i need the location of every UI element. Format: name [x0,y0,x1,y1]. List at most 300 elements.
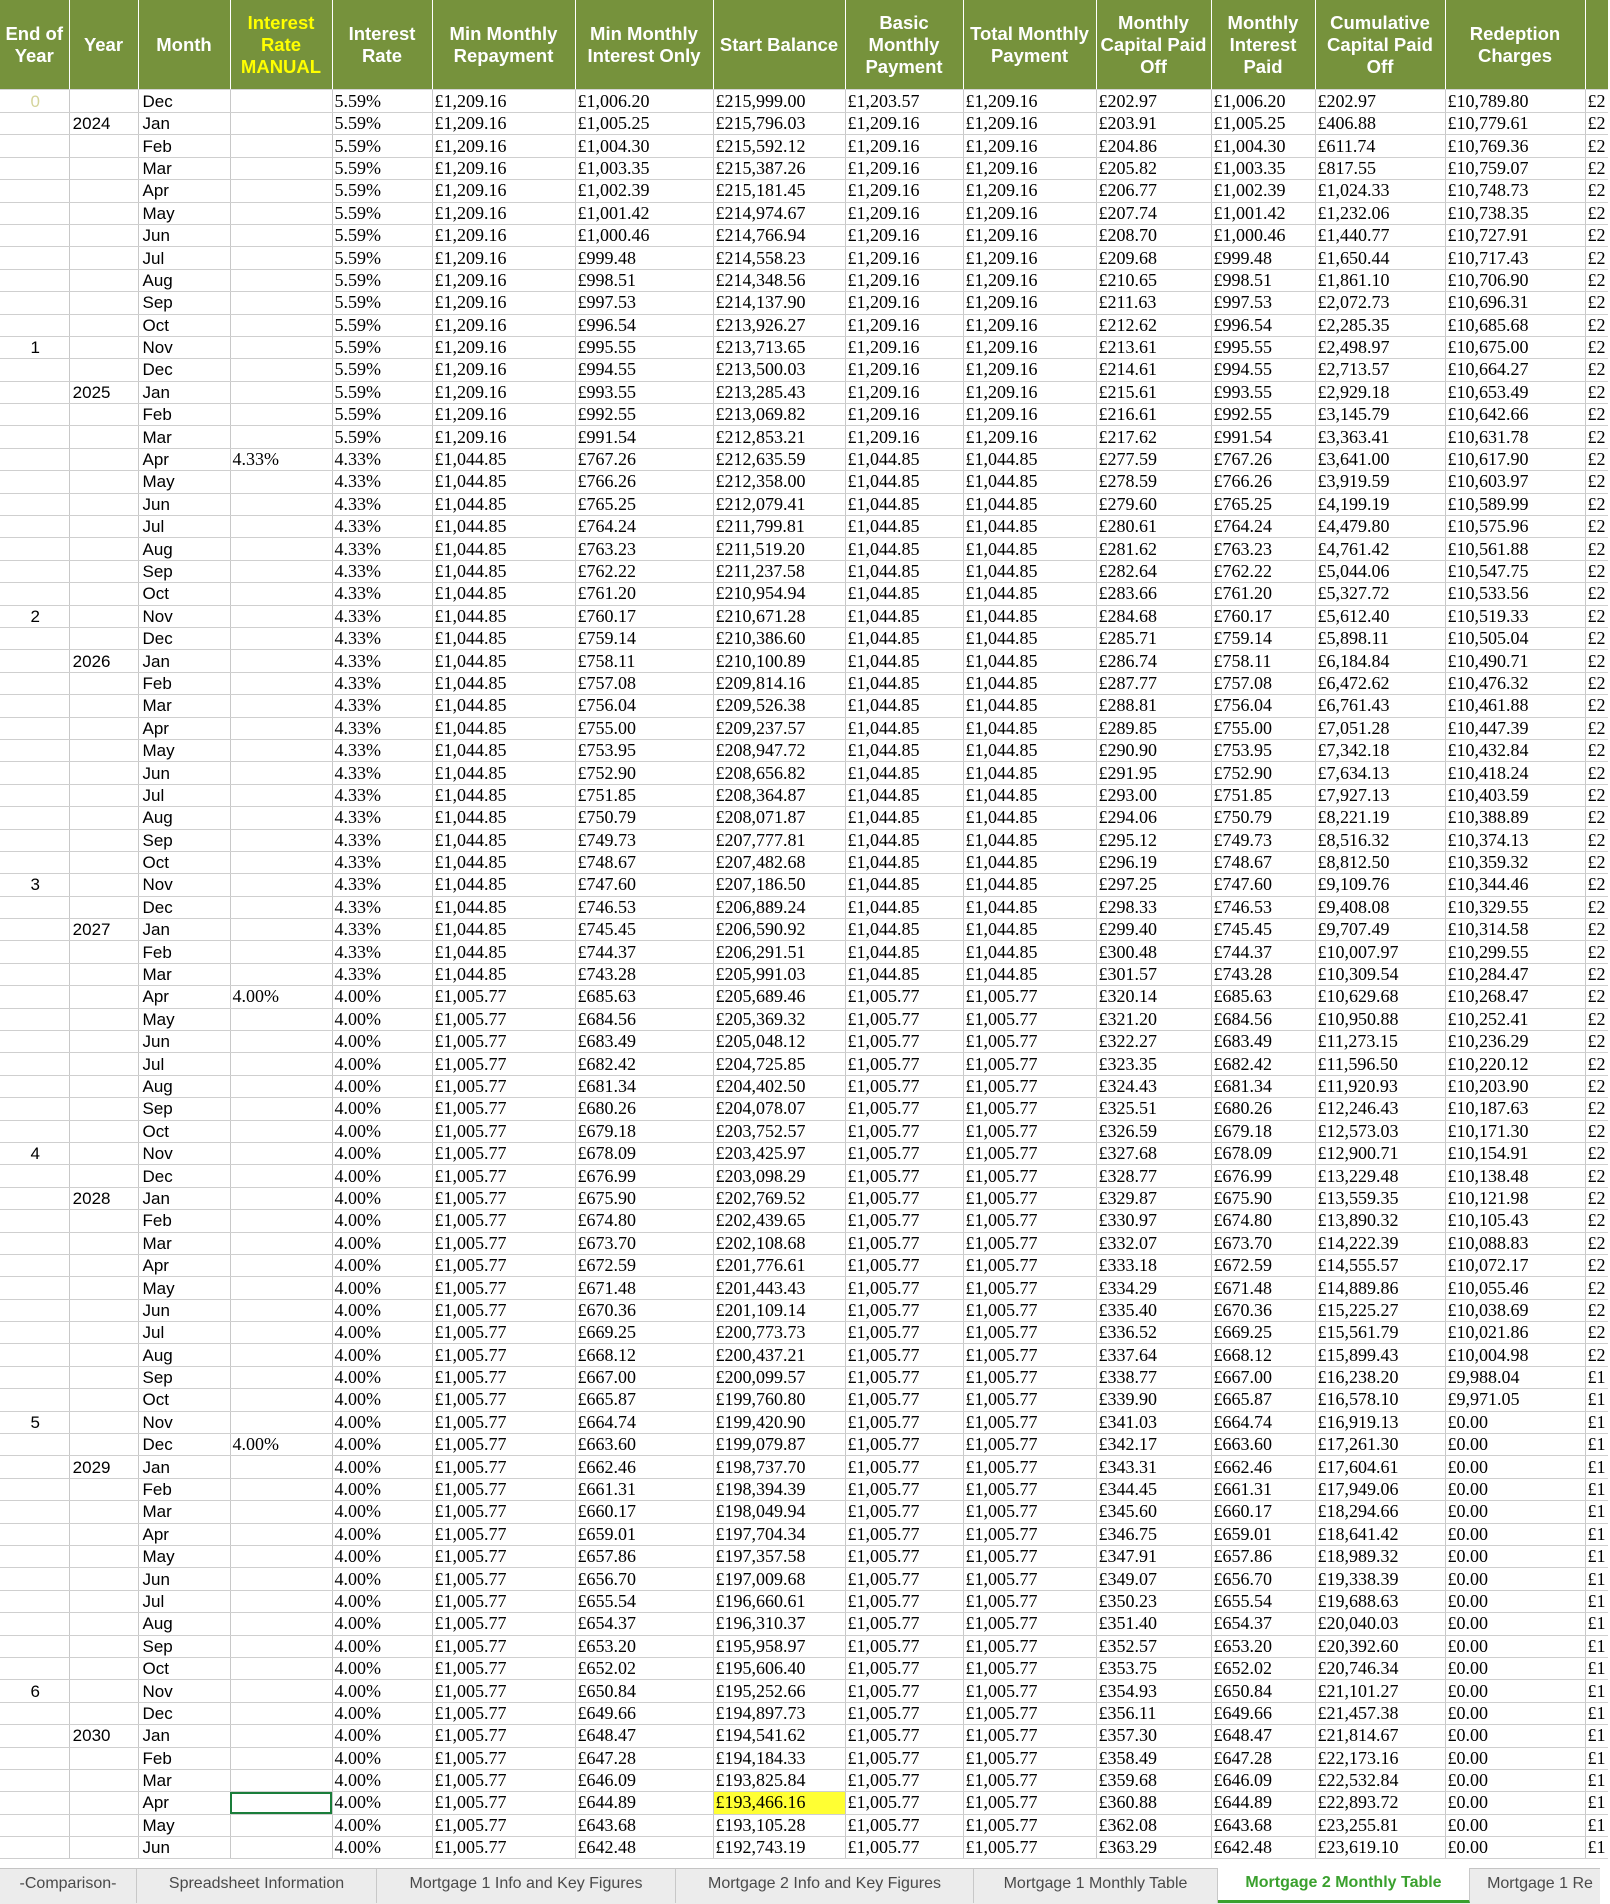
cell-truncated[interactable]: £2 [1585,113,1608,135]
cell-interest-rate[interactable]: 4.00% [332,1031,432,1053]
cell-cumulative-capital-paid-off[interactable]: £1,232.06 [1315,202,1445,224]
cell-interest-rate[interactable]: 4.00% [332,1411,432,1433]
cell-cumulative-capital-paid-off[interactable]: £9,408.08 [1315,896,1445,918]
cell-interest-rate-manual[interactable] [230,1165,332,1187]
cell-total-monthly-payment[interactable]: £1,044.85 [963,538,1096,560]
cell-redemption-charges[interactable]: £10,759.07 [1445,157,1585,179]
cell-total-monthly-payment[interactable]: £1,044.85 [963,963,1096,985]
cell-year[interactable]: 2028 [69,1187,138,1209]
cell-min-monthly-interest-only[interactable]: £996.54 [575,314,713,336]
cell-month[interactable]: Mar [138,695,230,717]
cell-min-monthly-repayment[interactable]: £1,005.77 [432,1546,575,1568]
cell-monthly-interest-paid[interactable]: £657.86 [1211,1546,1315,1568]
cell-basic-monthly-payment[interactable]: £1,005.77 [845,1814,963,1836]
cell-cumulative-capital-paid-off[interactable]: £18,989.32 [1315,1546,1445,1568]
cell-truncated[interactable]: £2 [1585,1120,1608,1142]
cell-end-of-year[interactable] [0,1389,69,1411]
cell-min-monthly-repayment[interactable]: £1,044.85 [432,516,575,538]
cell-redemption-charges[interactable]: £0.00 [1445,1725,1585,1747]
cell-month[interactable]: Jan [138,113,230,135]
cell-end-of-year[interactable] [0,1053,69,1075]
cell-monthly-interest-paid[interactable]: £671.48 [1211,1277,1315,1299]
cell-redemption-charges[interactable]: £10,236.29 [1445,1031,1585,1053]
cell-min-monthly-interest-only[interactable]: £655.54 [575,1590,713,1612]
cell-cumulative-capital-paid-off[interactable]: £10,629.68 [1315,986,1445,1008]
cell-monthly-capital-paid-off[interactable]: £294.06 [1096,807,1211,829]
cell-min-monthly-interest-only[interactable]: £748.67 [575,851,713,873]
cell-interest-rate[interactable]: 4.33% [332,493,432,515]
cell-interest-rate[interactable]: 4.00% [332,1792,432,1814]
cell-min-monthly-repayment[interactable]: £1,005.77 [432,1053,575,1075]
cell-truncated[interactable]: £2 [1585,180,1608,202]
cell-total-monthly-payment[interactable]: £1,044.85 [963,919,1096,941]
cell-interest-rate-manual[interactable] [230,605,332,627]
cell-min-monthly-repayment[interactable]: £1,209.16 [432,135,575,157]
cell-cumulative-capital-paid-off[interactable]: £17,604.61 [1315,1456,1445,1478]
cell-truncated[interactable]: £2 [1585,404,1608,426]
cell-truncated[interactable]: £1 [1585,1478,1608,1500]
cell-end-of-year[interactable] [0,135,69,157]
cell-basic-monthly-payment[interactable]: £1,044.85 [845,493,963,515]
cell-interest-rate[interactable]: 4.00% [332,1501,432,1523]
cell-truncated[interactable]: £1 [1585,1411,1608,1433]
cell-start-balance[interactable]: £213,500.03 [713,359,845,381]
cell-min-monthly-interest-only[interactable]: £676.99 [575,1165,713,1187]
tab-mortgage-1-truncated[interactable]: Mortgage 1 Re [1487,1875,1593,1892]
cell-end-of-year[interactable]: 0 [0,90,69,113]
cell-interest-rate-manual[interactable] [230,717,332,739]
cell-end-of-year[interactable] [0,1299,69,1321]
cell-start-balance[interactable]: £195,958.97 [713,1635,845,1657]
cell-monthly-capital-paid-off[interactable]: £358.49 [1096,1747,1211,1769]
cell-monthly-interest-paid[interactable]: £662.46 [1211,1456,1315,1478]
cell-interest-rate-manual[interactable] [230,1657,332,1679]
cell-truncated[interactable]: £2 [1585,1254,1608,1276]
cell-total-monthly-payment[interactable]: £1,044.85 [963,672,1096,694]
cell-total-monthly-payment[interactable]: £1,209.16 [963,314,1096,336]
cell-interest-rate[interactable]: 4.00% [332,1344,432,1366]
cell-monthly-interest-paid[interactable]: £644.89 [1211,1792,1315,1814]
cell-monthly-capital-paid-off[interactable]: £300.48 [1096,941,1211,963]
cell-interest-rate-manual[interactable] [230,829,332,851]
cell-min-monthly-repayment[interactable]: £1,209.16 [432,336,575,358]
cell-cumulative-capital-paid-off[interactable]: £6,184.84 [1315,650,1445,672]
cell-cumulative-capital-paid-off[interactable]: £20,392.60 [1315,1635,1445,1657]
cell-redemption-charges[interactable]: £0.00 [1445,1523,1585,1545]
cell-cumulative-capital-paid-off[interactable]: £11,273.15 [1315,1031,1445,1053]
cell-cumulative-capital-paid-off[interactable]: £16,238.20 [1315,1366,1445,1388]
cell-interest-rate-manual[interactable] [230,1501,332,1523]
cell-month[interactable]: Mar [138,157,230,179]
cell-min-monthly-repayment[interactable]: £1,005.77 [432,1680,575,1702]
cell-monthly-capital-paid-off[interactable]: £354.93 [1096,1680,1211,1702]
cell-total-monthly-payment[interactable]: £1,209.16 [963,404,1096,426]
cell-interest-rate-manual[interactable] [230,695,332,717]
cell-interest-rate[interactable]: 4.00% [332,1456,432,1478]
cell-truncated[interactable]: £1 [1585,1792,1608,1814]
cell-year[interactable]: 2027 [69,919,138,941]
cell-basic-monthly-payment[interactable]: £1,044.85 [845,717,963,739]
cell-year[interactable] [69,538,138,560]
cell-basic-monthly-payment[interactable]: £1,044.85 [845,605,963,627]
tab-comparison[interactable]: -Comparison- [0,1869,137,1903]
cell-basic-monthly-payment[interactable]: £1,044.85 [845,762,963,784]
cell-min-monthly-repayment[interactable]: £1,044.85 [432,493,575,515]
cell-redemption-charges[interactable]: £10,284.47 [1445,963,1585,985]
cell-monthly-interest-paid[interactable]: £678.09 [1211,1142,1315,1164]
cell-min-monthly-interest-only[interactable]: £678.09 [575,1142,713,1164]
cell-redemption-charges[interactable]: £9,988.04 [1445,1366,1585,1388]
cell-total-monthly-payment[interactable]: £1,005.77 [963,1613,1096,1635]
cell-min-monthly-interest-only[interactable]: £745.45 [575,919,713,941]
cell-min-monthly-repayment[interactable]: £1,005.77 [432,1501,575,1523]
cell-cumulative-capital-paid-off[interactable]: £13,559.35 [1315,1187,1445,1209]
cell-month[interactable]: Feb [138,941,230,963]
cell-interest-rate-manual[interactable] [230,426,332,448]
cell-month[interactable]: Mar [138,1501,230,1523]
cell-interest-rate[interactable]: 4.00% [332,1299,432,1321]
cell-min-monthly-repayment[interactable]: £1,005.77 [432,1322,575,1344]
cell-start-balance[interactable]: £205,689.46 [713,986,845,1008]
cell-truncated[interactable]: £2 [1585,538,1608,560]
cell-year[interactable] [69,157,138,179]
cell-year[interactable] [69,784,138,806]
cell-basic-monthly-payment[interactable]: £1,005.77 [845,1254,963,1276]
cell-monthly-capital-paid-off[interactable]: £285.71 [1096,627,1211,649]
cell-start-balance[interactable]: £205,048.12 [713,1031,845,1053]
cell-year[interactable] [69,1680,138,1702]
cell-start-balance[interactable]: £194,184.33 [713,1747,845,1769]
cell-interest-rate[interactable]: 4.33% [332,874,432,896]
cell-min-monthly-repayment[interactable]: £1,044.85 [432,695,575,717]
cell-interest-rate[interactable]: 4.00% [332,1075,432,1097]
cell-total-monthly-payment[interactable]: £1,209.16 [963,180,1096,202]
cell-month[interactable]: Aug [138,269,230,291]
cell-truncated[interactable]: £1 [1585,1389,1608,1411]
cell-end-of-year[interactable]: 6 [0,1680,69,1702]
cell-cumulative-capital-paid-off[interactable]: £10,950.88 [1315,1008,1445,1030]
cell-interest-rate-manual[interactable] [230,1523,332,1545]
cell-month[interactable]: Oct [138,851,230,873]
cell-monthly-interest-paid[interactable]: £656.70 [1211,1568,1315,1590]
cell-basic-monthly-payment[interactable]: £1,044.85 [845,919,963,941]
cell-cumulative-capital-paid-off[interactable]: £1,861.10 [1315,269,1445,291]
cell-redemption-charges[interactable]: £10,505.04 [1445,627,1585,649]
cell-monthly-capital-paid-off[interactable]: £357.30 [1096,1725,1211,1747]
cell-basic-monthly-payment[interactable]: £1,005.77 [845,1613,963,1635]
cell-month[interactable]: Feb [138,404,230,426]
cell-cumulative-capital-paid-off[interactable]: £8,516.32 [1315,829,1445,851]
cell-total-monthly-payment[interactable]: £1,005.77 [963,1725,1096,1747]
cell-min-monthly-interest-only[interactable]: £765.25 [575,493,713,515]
cell-monthly-interest-paid[interactable]: £665.87 [1211,1389,1315,1411]
cell-total-monthly-payment[interactable]: £1,005.77 [963,1747,1096,1769]
cell-cumulative-capital-paid-off[interactable]: £16,578.10 [1315,1389,1445,1411]
cell-redemption-charges[interactable]: £10,418.24 [1445,762,1585,784]
cell-interest-rate[interactable]: 4.00% [332,1478,432,1500]
cell-year[interactable] [69,90,138,113]
cell-min-monthly-repayment[interactable]: £1,044.85 [432,672,575,694]
cell-total-monthly-payment[interactable]: £1,005.77 [963,1008,1096,1030]
cell-truncated[interactable]: £1 [1585,1523,1608,1545]
cell-redemption-charges[interactable]: £10,187.63 [1445,1098,1585,1120]
cell-interest-rate[interactable]: 4.33% [332,739,432,761]
cell-basic-monthly-payment[interactable]: £1,044.85 [845,739,963,761]
cell-truncated[interactable]: £2 [1585,627,1608,649]
cell-total-monthly-payment[interactable]: £1,044.85 [963,605,1096,627]
cell-month[interactable]: Jan [138,919,230,941]
cell-year[interactable] [69,1702,138,1724]
cell-monthly-interest-paid[interactable]: £755.00 [1211,717,1315,739]
cell-min-monthly-repayment[interactable]: £1,044.85 [432,538,575,560]
cell-end-of-year[interactable] [0,560,69,582]
cell-truncated[interactable]: £1 [1585,1590,1608,1612]
cell-redemption-charges[interactable]: £10,359.32 [1445,851,1585,873]
cell-monthly-capital-paid-off[interactable]: £289.85 [1096,717,1211,739]
cell-basic-monthly-payment[interactable]: £1,005.77 [845,1680,963,1702]
cell-end-of-year[interactable] [0,1008,69,1030]
cell-monthly-interest-paid[interactable]: £661.31 [1211,1478,1315,1500]
cell-monthly-interest-paid[interactable]: £685.63 [1211,986,1315,1008]
cell-interest-rate[interactable]: 4.33% [332,605,432,627]
cell-total-monthly-payment[interactable]: £1,005.77 [963,1702,1096,1724]
cell-cumulative-capital-paid-off[interactable]: £18,294.66 [1315,1501,1445,1523]
cell-interest-rate-manual[interactable] [230,1299,332,1321]
cell-cumulative-capital-paid-off[interactable]: £3,641.00 [1315,448,1445,470]
cell-total-monthly-payment[interactable]: £1,044.85 [963,448,1096,470]
cell-min-monthly-interest-only[interactable]: £680.26 [575,1098,713,1120]
cell-start-balance[interactable]: £197,357.58 [713,1546,845,1568]
cell-monthly-interest-paid[interactable]: £654.37 [1211,1613,1315,1635]
cell-year[interactable] [69,896,138,918]
cell-cumulative-capital-paid-off[interactable]: £3,145.79 [1315,404,1445,426]
cell-start-balance[interactable]: £204,725.85 [713,1053,845,1075]
cell-start-balance[interactable]: £195,606.40 [713,1657,845,1679]
cell-monthly-capital-paid-off[interactable]: £207.74 [1096,202,1211,224]
cell-start-balance[interactable]: £194,541.62 [713,1725,845,1747]
cell-year[interactable] [69,471,138,493]
cell-year[interactable] [69,941,138,963]
cell-monthly-interest-paid[interactable]: £674.80 [1211,1210,1315,1232]
cell-min-monthly-repayment[interactable]: £1,005.77 [432,1657,575,1679]
cell-redemption-charges[interactable]: £10,055.46 [1445,1277,1585,1299]
cell-start-balance[interactable]: £193,825.84 [713,1769,845,1791]
cell-interest-rate-manual[interactable] [230,896,332,918]
cell-month[interactable]: Jun [138,1568,230,1590]
cell-truncated[interactable]: £2 [1585,1322,1608,1344]
cell-year[interactable] [69,1501,138,1523]
cell-total-monthly-payment[interactable]: £1,209.16 [963,359,1096,381]
cell-truncated[interactable]: £2 [1585,493,1608,515]
cell-interest-rate-manual[interactable] [230,784,332,806]
cell-truncated[interactable]: £1 [1585,1434,1608,1456]
cell-basic-monthly-payment[interactable]: £1,044.85 [845,448,963,470]
cell-monthly-capital-paid-off[interactable]: £280.61 [1096,516,1211,538]
cell-monthly-capital-paid-off[interactable]: £352.57 [1096,1635,1211,1657]
cell-min-monthly-repayment[interactable]: £1,044.85 [432,784,575,806]
cell-end-of-year[interactable] [0,1187,69,1209]
cell-min-monthly-repayment[interactable]: £1,005.77 [432,1008,575,1030]
cell-monthly-capital-paid-off[interactable]: £291.95 [1096,762,1211,784]
cell-interest-rate-manual[interactable] [230,516,332,538]
cell-min-monthly-repayment[interactable]: £1,044.85 [432,650,575,672]
cell-interest-rate-manual[interactable] [230,1389,332,1411]
cell-interest-rate[interactable]: 4.00% [332,1747,432,1769]
cell-month[interactable]: Feb [138,672,230,694]
cell-monthly-interest-paid[interactable]: £763.23 [1211,538,1315,560]
cell-min-monthly-interest-only[interactable]: £749.73 [575,829,713,851]
cell-monthly-capital-paid-off[interactable]: £284.68 [1096,605,1211,627]
cell-monthly-interest-paid[interactable]: £744.37 [1211,941,1315,963]
cell-cumulative-capital-paid-off[interactable]: £19,688.63 [1315,1590,1445,1612]
cell-redemption-charges[interactable]: £10,685.68 [1445,314,1585,336]
cell-end-of-year[interactable] [0,672,69,694]
cell-monthly-interest-paid[interactable]: £998.51 [1211,269,1315,291]
cell-cumulative-capital-paid-off[interactable]: £5,327.72 [1315,583,1445,605]
cell-monthly-interest-paid[interactable]: £642.48 [1211,1837,1315,1859]
cell-min-monthly-interest-only[interactable]: £659.01 [575,1523,713,1545]
cell-year[interactable] [69,1747,138,1769]
cell-start-balance[interactable]: £198,737.70 [713,1456,845,1478]
cell-redemption-charges[interactable]: £10,589.99 [1445,493,1585,515]
cell-interest-rate-manual[interactable] [230,1411,332,1433]
cell-cumulative-capital-paid-off[interactable]: £9,109.76 [1315,874,1445,896]
cell-basic-monthly-payment[interactable]: £1,044.85 [845,516,963,538]
cell-month[interactable]: Oct [138,1657,230,1679]
cell-basic-monthly-payment[interactable]: £1,209.16 [845,336,963,358]
cell-start-balance[interactable]: £215,181.45 [713,180,845,202]
cell-start-balance[interactable]: £205,991.03 [713,963,845,985]
header-interest-rate-manual[interactable] [230,0,332,90]
cell-min-monthly-repayment[interactable]: £1,209.16 [432,359,575,381]
cell-cumulative-capital-paid-off[interactable]: £11,920.93 [1315,1075,1445,1097]
cell-month[interactable]: Sep [138,292,230,314]
cell-interest-rate[interactable]: 5.59% [332,202,432,224]
cell-truncated[interactable]: £1 [1585,1501,1608,1523]
cell-basic-monthly-payment[interactable]: £1,209.16 [845,224,963,246]
cell-redemption-charges[interactable]: £10,738.35 [1445,202,1585,224]
cell-basic-monthly-payment[interactable]: £1,005.77 [845,1232,963,1254]
cell-truncated[interactable]: £2 [1585,851,1608,873]
tab-mortgage-1-monthly[interactable]: Mortgage 1 Monthly Table [974,1869,1218,1903]
cell-total-monthly-payment[interactable]: £1,005.77 [963,1411,1096,1433]
cell-start-balance[interactable]: £212,635.59 [713,448,845,470]
cell-min-monthly-repayment[interactable]: £1,209.16 [432,113,575,135]
cell-redemption-charges[interactable]: £0.00 [1445,1680,1585,1702]
cell-min-monthly-repayment[interactable]: £1,005.77 [432,1613,575,1635]
cell-basic-monthly-payment[interactable]: £1,044.85 [845,851,963,873]
cell-min-monthly-interest-only[interactable]: £766.26 [575,471,713,493]
cell-min-monthly-repayment[interactable]: £1,044.85 [432,583,575,605]
cell-cumulative-capital-paid-off[interactable]: £13,229.48 [1315,1165,1445,1187]
cell-truncated[interactable]: £2 [1585,247,1608,269]
cell-month[interactable]: May [138,202,230,224]
cell-basic-monthly-payment[interactable]: £1,005.77 [845,1702,963,1724]
cell-basic-monthly-payment[interactable]: £1,209.16 [845,202,963,224]
cell-start-balance[interactable]: £210,954.94 [713,583,845,605]
cell-basic-monthly-payment[interactable]: £1,044.85 [845,650,963,672]
cell-month[interactable]: Jun [138,1031,230,1053]
cell-month[interactable]: Sep [138,560,230,582]
cell-min-monthly-interest-only[interactable]: £1,006.20 [575,90,713,113]
cell-interest-rate[interactable]: 5.59% [332,247,432,269]
cell-min-monthly-repayment[interactable]: £1,005.77 [432,1344,575,1366]
cell-year[interactable]: 2025 [69,381,138,403]
cell-monthly-capital-paid-off[interactable]: £288.81 [1096,695,1211,717]
cell-min-monthly-repayment[interactable]: £1,005.77 [432,1277,575,1299]
cell-redemption-charges[interactable]: £10,203.90 [1445,1075,1585,1097]
cell-interest-rate[interactable]: 4.00% [332,1322,432,1344]
cell-year[interactable] [69,202,138,224]
header-end-of-year[interactable]: End of Year [0,0,69,90]
cell-interest-rate[interactable]: 5.59% [332,224,432,246]
cell-monthly-interest-paid[interactable]: £650.84 [1211,1680,1315,1702]
cell-basic-monthly-payment[interactable]: £1,209.16 [845,359,963,381]
cell-interest-rate-manual[interactable] [230,224,332,246]
cell-monthly-interest-paid[interactable]: £995.55 [1211,336,1315,358]
cell-interest-rate-manual[interactable] [230,135,332,157]
cell-end-of-year[interactable] [0,919,69,941]
cell-monthly-capital-paid-off[interactable]: £287.77 [1096,672,1211,694]
cell-monthly-interest-paid[interactable]: £996.54 [1211,314,1315,336]
cell-monthly-capital-paid-off[interactable]: £336.52 [1096,1322,1211,1344]
cell-month[interactable]: Apr [138,986,230,1008]
cell-min-monthly-interest-only[interactable]: £1,002.39 [575,180,713,202]
cell-cumulative-capital-paid-off[interactable]: £2,072.73 [1315,292,1445,314]
cell-interest-rate-manual[interactable] [230,113,332,135]
cell-cumulative-capital-paid-off[interactable]: £817.55 [1315,157,1445,179]
cell-basic-monthly-payment[interactable]: £1,005.77 [845,1322,963,1344]
cell-total-monthly-payment[interactable]: £1,209.16 [963,269,1096,291]
cell-min-monthly-repayment[interactable]: £1,005.77 [432,1456,575,1478]
cell-min-monthly-interest-only[interactable]: £684.56 [575,1008,713,1030]
cell-min-monthly-repayment[interactable]: £1,005.77 [432,1434,575,1456]
cell-total-monthly-payment[interactable]: £1,044.85 [963,695,1096,717]
cell-start-balance[interactable]: £194,897.73 [713,1702,845,1724]
cell-interest-rate-manual[interactable] [230,1769,332,1791]
cell-cumulative-capital-paid-off[interactable]: £11,596.50 [1315,1053,1445,1075]
cell-redemption-charges[interactable]: £10,252.41 [1445,1008,1585,1030]
cell-truncated[interactable]: £1 [1585,1366,1608,1388]
cell-monthly-capital-paid-off[interactable]: £359.68 [1096,1769,1211,1791]
cell-monthly-capital-paid-off[interactable]: £297.25 [1096,874,1211,896]
cell-month[interactable]: Jan [138,1725,230,1747]
cell-month[interactable]: Oct [138,1120,230,1142]
cell-total-monthly-payment[interactable]: £1,005.77 [963,1792,1096,1814]
cell-min-monthly-interest-only[interactable]: £757.08 [575,672,713,694]
cell-monthly-capital-paid-off[interactable]: £345.60 [1096,1501,1211,1523]
cell-cumulative-capital-paid-off[interactable]: £2,285.35 [1315,314,1445,336]
cell-month[interactable]: Dec [138,90,230,113]
cell-year[interactable] [69,1546,138,1568]
cell-total-monthly-payment[interactable]: £1,044.85 [963,516,1096,538]
cell-interest-rate[interactable]: 4.00% [332,1769,432,1791]
cell-interest-rate-manual[interactable] [230,336,332,358]
cell-min-monthly-interest-only[interactable]: £991.54 [575,426,713,448]
cell-year[interactable] [69,1523,138,1545]
cell-year[interactable] [69,516,138,538]
cell-truncated[interactable]: £2 [1585,717,1608,739]
cell-year[interactable] [69,1389,138,1411]
cell-start-balance[interactable]: £215,999.00 [713,90,845,113]
cell-year[interactable] [69,269,138,291]
cell-interest-rate-manual[interactable] [230,1680,332,1702]
cell-month[interactable]: May [138,1277,230,1299]
cell-redemption-charges[interactable]: £0.00 [1445,1501,1585,1523]
cell-year[interactable] [69,1254,138,1276]
cell-start-balance[interactable]: £202,769.52 [713,1187,845,1209]
cell-monthly-interest-paid[interactable]: £664.74 [1211,1411,1315,1433]
